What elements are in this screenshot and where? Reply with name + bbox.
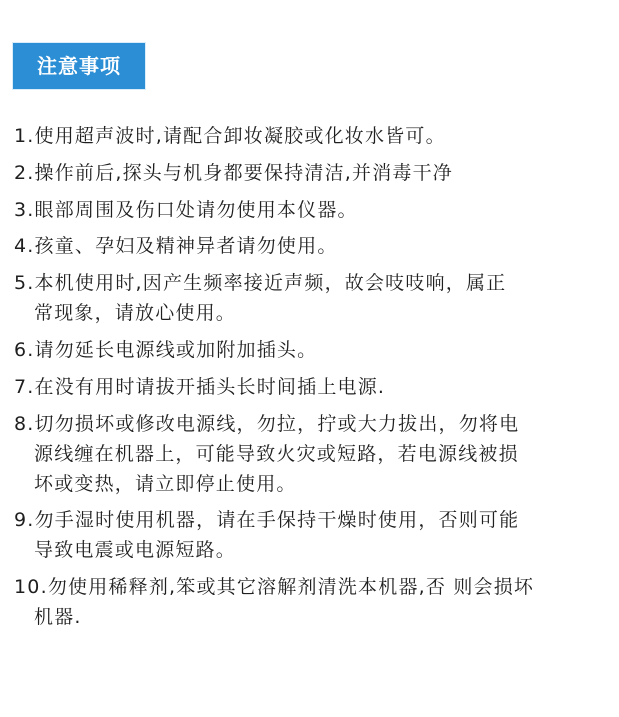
notice-line: 8.切勿损坏或修改电源线，勿拉，拧或大力拔出，勿将电 — [14, 412, 520, 435]
notice-line: 4.孩童、孕妇及精神异者请勿使用。 — [14, 235, 338, 258]
notice-line: 1.使用超声波时,请配合卸妆凝胶或化妆水皆可。 — [14, 125, 446, 147]
notice-item-9 — [14, 505, 604, 565]
notice-line: 5.本机使用时,因产生频率接近声频，故会吱吱响，属正 — [14, 272, 507, 295]
section-title-badge — [12, 42, 146, 90]
notice-line: 10.勿使用稀释剂,笨或其它溶解剂清洗本机器,否 则会损坏 — [14, 576, 535, 599]
notice-line-continued: 导致电震或电源短路。 — [34, 539, 237, 562]
notice-item-10 — [14, 572, 604, 632]
notice-line: 9.勿手湿时使用机器，请在手保持干燥时使用，否则可能 — [14, 509, 520, 532]
notice-line-continued: 机器. — [34, 606, 82, 629]
notice-item-1 — [14, 121, 604, 151]
notice-line-continued: 源线缠在机器上，可能导致火灾或短路，若电源线被损 — [34, 442, 519, 465]
notice-line: 7.在没有用时请拔开插头长时间插上电源. — [14, 375, 386, 398]
notice-item-8 — [14, 409, 604, 499]
notice-line: 6.请勿延长电源线或加附加插头。 — [14, 338, 318, 361]
notice-item-2 — [14, 158, 604, 188]
notice-item-4 — [14, 231, 604, 261]
notice-line-continued: 常现象，请放心使用。 — [34, 302, 237, 325]
section-title: 注意事项 — [37, 54, 121, 78]
notice-line-continued: 坏或变热，请立即停止使用。 — [34, 472, 297, 495]
notice-item-6 — [14, 335, 604, 365]
notice-item-3 — [14, 195, 604, 225]
notice-line: 2.操作前后,探头与机身都要保持清洁,并消毒干净 — [14, 161, 454, 184]
notice-item-7 — [14, 372, 604, 402]
notice-list — [14, 121, 604, 639]
notice-line: 3.眼部周围及伤口处请勿使用本仪器。 — [14, 198, 358, 221]
notice-item-5 — [14, 268, 604, 328]
